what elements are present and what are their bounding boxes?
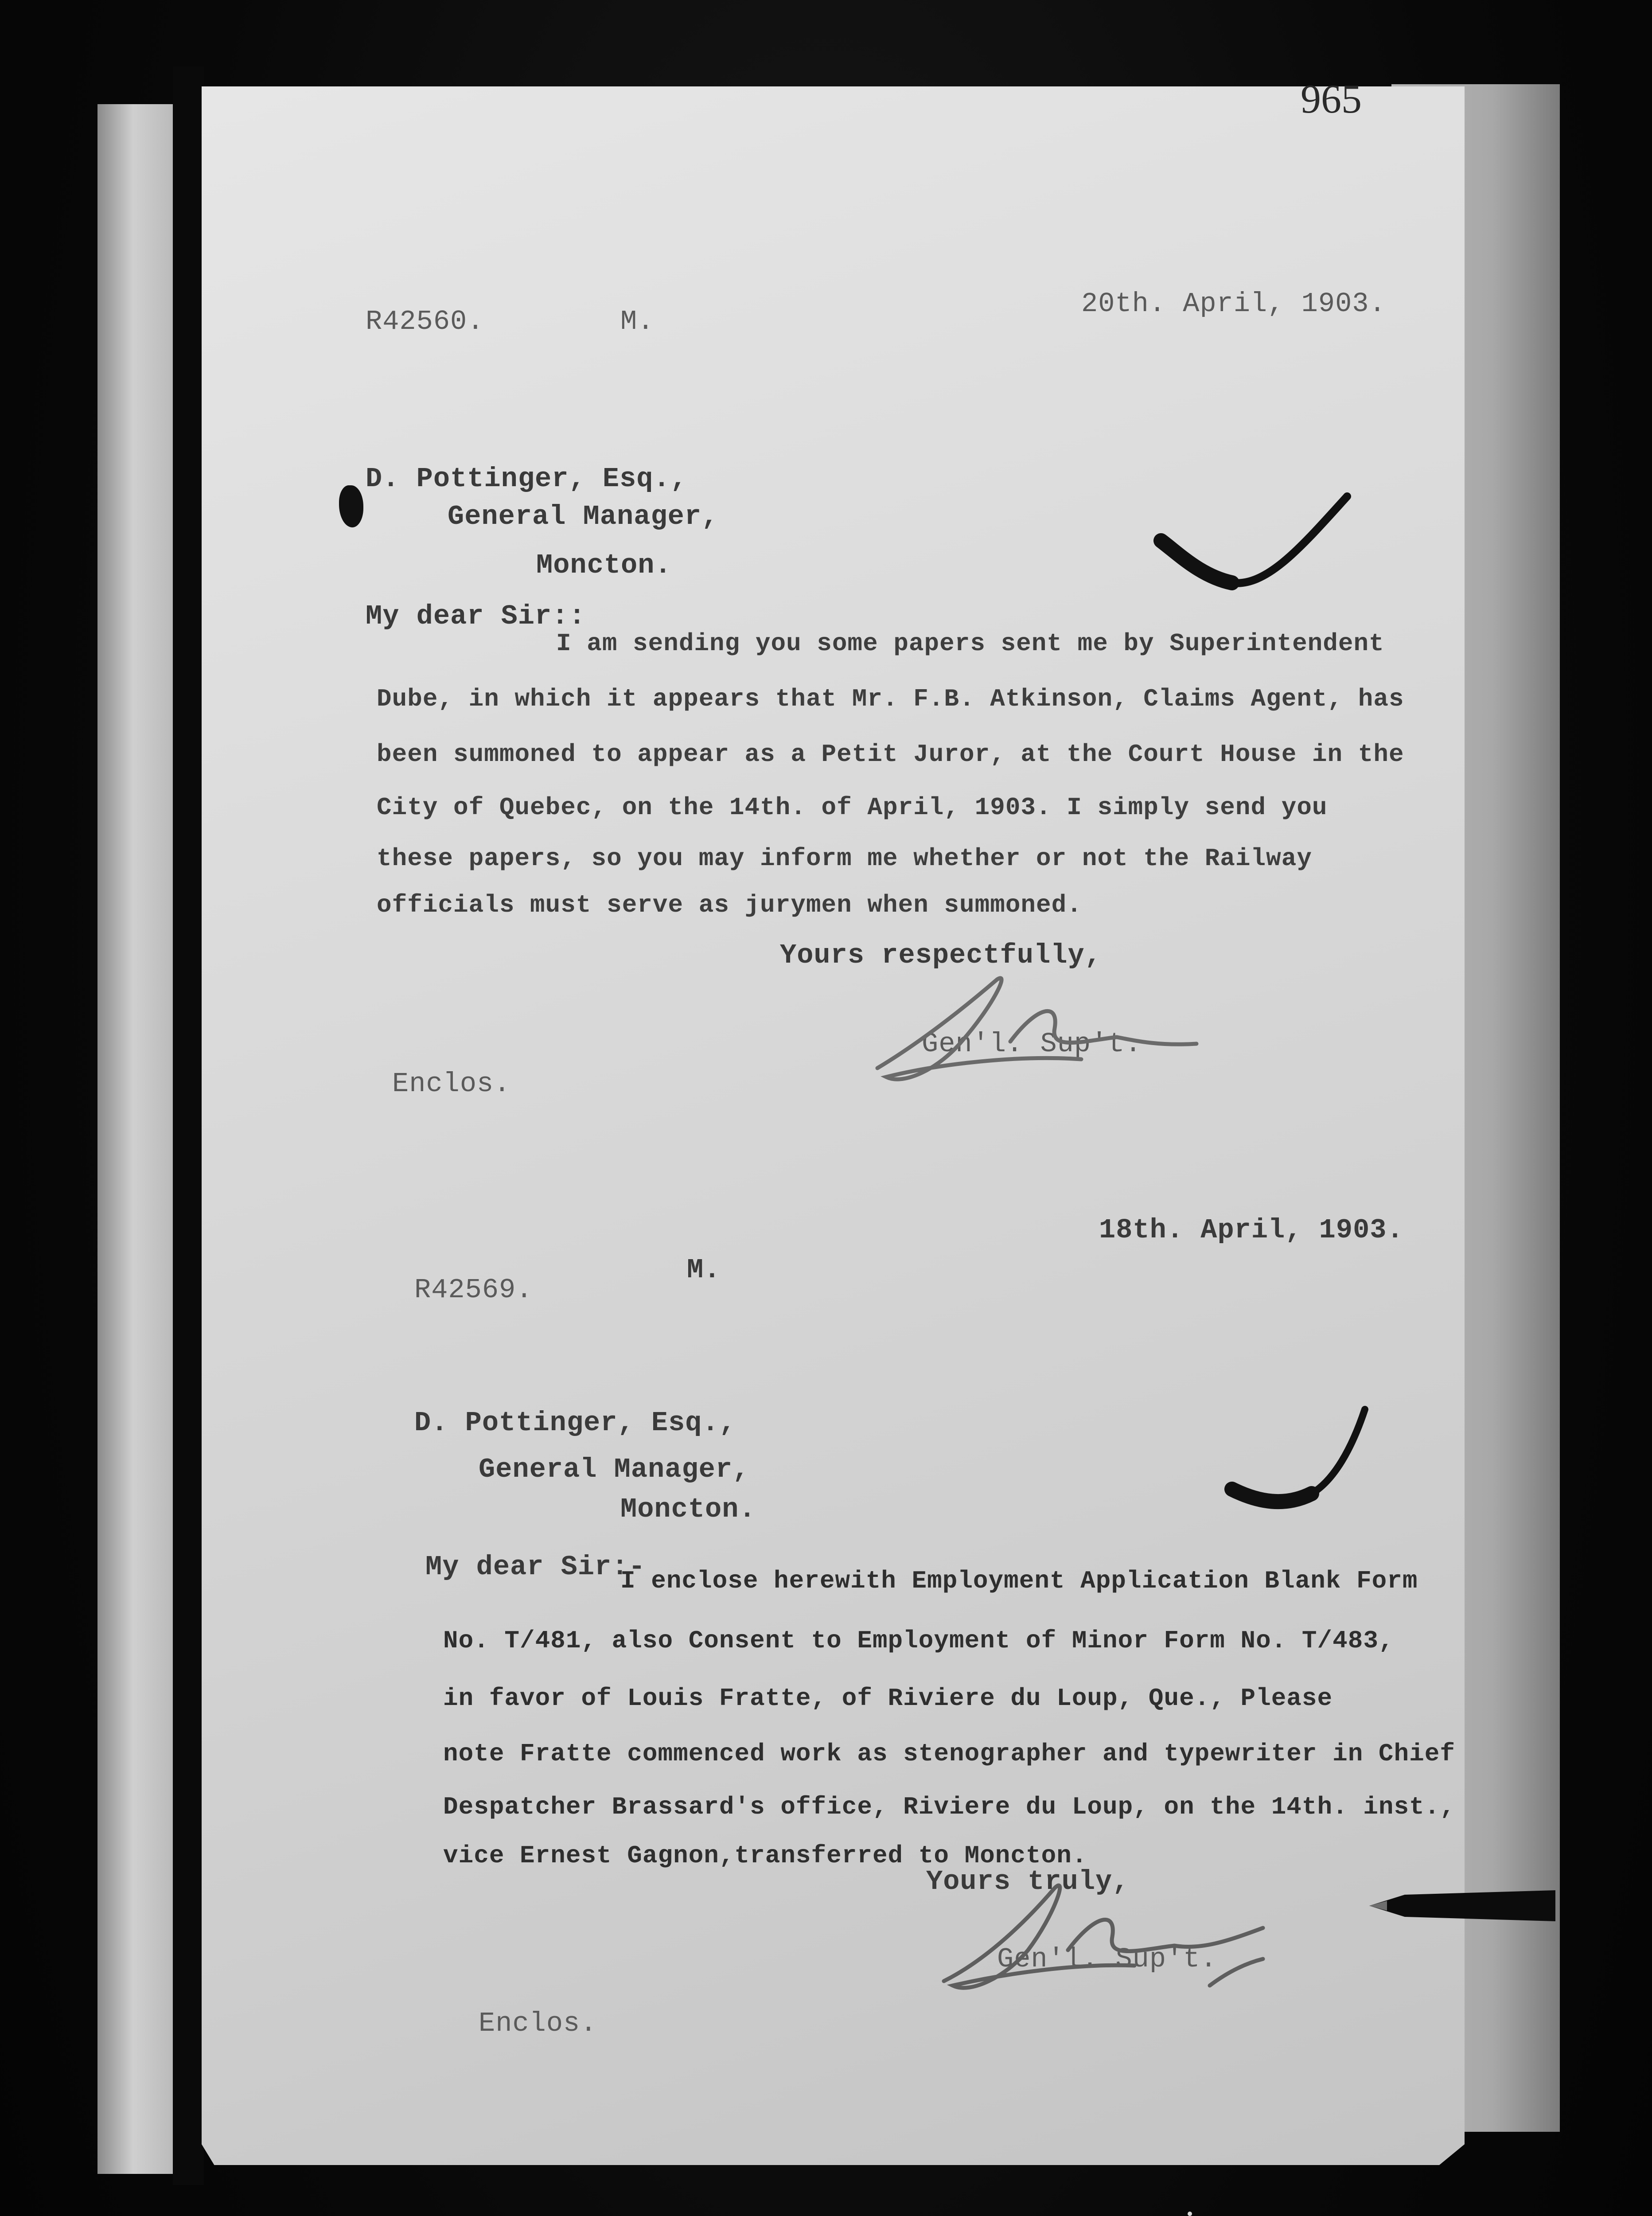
letter-1-body-line: these papers, so you may inform me whether or not the Railway xyxy=(377,844,1312,873)
letter-2-body-line: Despatcher Brassard's office, Riviere du Loup, on the 14th. inst., xyxy=(443,1793,1455,1821)
letter-1-body-line: City of Quebec, on the 14th. of April, 1903. I simply send you xyxy=(377,793,1328,822)
letter-2-recipient-title: General Manager, xyxy=(479,1454,750,1485)
page-number: 965 xyxy=(1301,76,1362,121)
letter-2-salutation: My dear Sir:- xyxy=(425,1551,646,1583)
letter-1-signature-title: Gen'l. Sup't. xyxy=(922,1028,1142,1060)
letter-2-enclosure: Enclos. xyxy=(479,2008,597,2039)
letter-2-recipient-city: Moncton. xyxy=(620,1494,756,1525)
checkmark-1 xyxy=(1152,488,1356,603)
letter-2-closing: Yours truly, xyxy=(926,1866,1130,1897)
letter-2-initial: M. xyxy=(687,1254,721,1286)
letter-1-closing: Yours respectfully, xyxy=(780,940,1102,971)
letter-1-recipient-city: Moncton. xyxy=(536,550,672,581)
letter-1-body-line: been summoned to appear as a Petit Juror, at the Court House in the xyxy=(377,740,1404,769)
binding-gap xyxy=(173,66,204,2185)
letter-1-salutation: My dear Sir:: xyxy=(366,601,586,632)
checkmark-2 xyxy=(1223,1401,1374,1525)
letter-1-body-line: Dube, in which it appears that Mr. F.B. Atkinson, Claims Agent, has xyxy=(377,685,1404,713)
letter-2-body-line: No. T/481, also Consent to Employment of Minor Form No. T/483, xyxy=(443,1627,1394,1655)
letter-1-initial: M. xyxy=(620,306,655,337)
letter-1-recipient: D. Pottinger, Esq., xyxy=(366,463,687,495)
letter-2-body-line: vice Ernest Gagnon,transferred to Moncton. xyxy=(443,1841,1087,1870)
signature-1 xyxy=(851,953,1250,1095)
letter-1-recipient-title: General Manager, xyxy=(448,501,719,532)
pencil-pointer xyxy=(1369,1881,1555,1930)
letter-2-body-line: I enclose herewith Employment Application Blank Form xyxy=(620,1567,1418,1595)
letter-1-enclosure: Enclos. xyxy=(392,1068,511,1100)
letter-1-body-line: I am sending you some papers sent me by Superintendent xyxy=(556,629,1384,658)
letter-2-signature-title: Gen'l. Sup't. xyxy=(997,1943,1217,1975)
film-speck xyxy=(1188,2212,1192,2216)
signature-2 xyxy=(926,1857,1290,2003)
letter-2-recipient: D. Pottinger, Esq., xyxy=(414,1407,736,1439)
letter-2-date: 18th. April, 1903. xyxy=(1099,1214,1404,1246)
letter-2-body-line: note Fratte commenced work as stenographer and typewriter in Chief xyxy=(443,1740,1455,1768)
letter-2-reference: R42569. xyxy=(414,1274,533,1306)
letter-1-reference: R42560. xyxy=(366,306,484,337)
letter-2-body-line: in favor of Louis Fratte, of Riviere du Loup, Que., Please xyxy=(443,1684,1333,1713)
letter-1-date: 20th. April, 1903. xyxy=(1081,288,1386,320)
letter-1-body-line: officials must serve as jurymen when summoned. xyxy=(377,891,1082,919)
